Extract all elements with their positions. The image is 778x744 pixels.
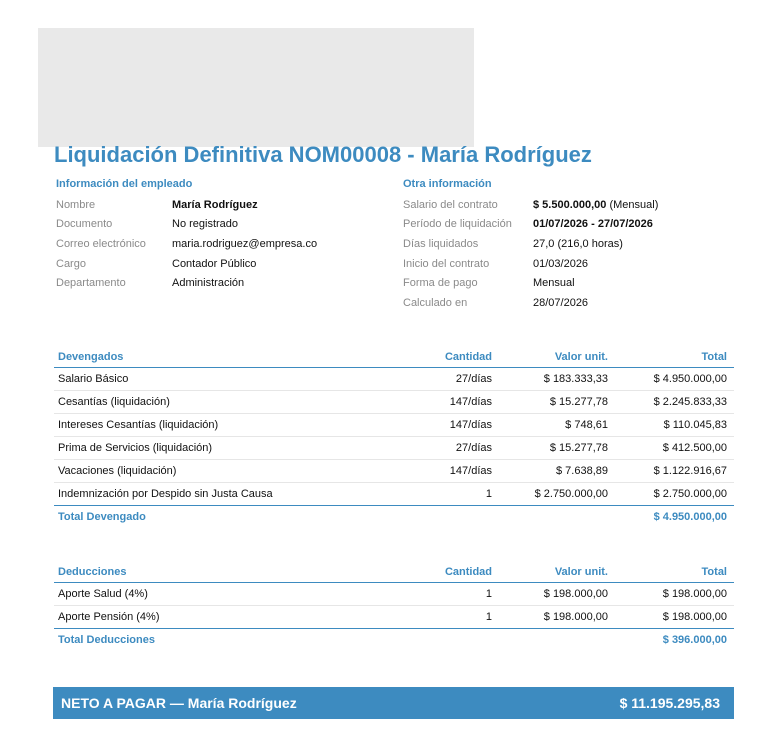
- info-row-inicio: [403, 254, 658, 274]
- cell-quantity: 27/días: [384, 368, 499, 391]
- info-label: Nombre: [56, 198, 96, 211]
- cell-concept: Vacaciones (liquidación): [54, 460, 384, 483]
- info-row-calculado: [403, 293, 658, 313]
- info-row-salario: [403, 195, 658, 215]
- cell-quantity: 27/días: [384, 437, 499, 460]
- cell-unit-value: $ 7.638,89: [499, 460, 615, 483]
- salary-period: (Mensual): [606, 198, 659, 211]
- cell-total: $ 198.000,00: [615, 583, 734, 606]
- info-label: Departamento: [56, 277, 126, 290]
- info-label: Correo electrónico: [56, 237, 146, 250]
- info-row-documento: [56, 215, 317, 235]
- info-row-nombre: [56, 195, 317, 215]
- cell-unit-value: $ 15.277,78: [499, 391, 615, 414]
- cell-total: $ 2.245.833,33: [615, 391, 734, 414]
- other-info-section: [403, 178, 658, 313]
- info-label: Inicio del contrato: [403, 257, 490, 270]
- table-header-row: [54, 346, 734, 368]
- cell-quantity: 1: [384, 606, 499, 629]
- period-value: 01/07/2026 - 27/07/2026: [533, 218, 653, 231]
- net-pay-banner: [53, 687, 734, 719]
- column-header-concept: Devengados: [54, 346, 384, 368]
- cell-concept: Prima de Servicios (liquidación): [54, 437, 384, 460]
- cell-total: $ 1.122.916,67: [615, 460, 734, 483]
- total-row: [54, 629, 734, 652]
- info-row-correo: [56, 234, 317, 254]
- company-logo-placeholder: [38, 28, 474, 147]
- table-row: [54, 368, 734, 391]
- table-row: [54, 460, 734, 483]
- other-info-heading: Otra información: [403, 178, 492, 190]
- deducciones-table: [54, 561, 734, 651]
- cell-quantity: 147/días: [384, 414, 499, 437]
- cell-quantity: 1: [384, 483, 499, 506]
- info-label: Salario del contrato: [403, 198, 498, 211]
- table-row: [54, 437, 734, 460]
- info-label: Período de liquidación: [403, 218, 512, 231]
- document-title: Liquidación Definitiva NOM00008 - María Rodríguez: [54, 142, 592, 167]
- cell-total: $ 2.750.000,00: [615, 483, 734, 506]
- cell-quantity: 147/días: [384, 391, 499, 414]
- table-row: [54, 414, 734, 437]
- total-devengado-label: Total Devengado: [58, 511, 146, 523]
- info-row-departamento: [56, 273, 317, 293]
- salary-amount: $ 5.500.000,00: [533, 198, 607, 211]
- document-value: No registrado: [172, 218, 239, 231]
- calculated-date-value: 28/07/2026: [533, 296, 589, 309]
- employee-info-heading: Información del empleado: [56, 178, 193, 190]
- cell-concept: Salario Básico: [54, 368, 384, 391]
- info-row-dias: [403, 234, 658, 254]
- devengados-table: [54, 346, 734, 528]
- info-row-forma-pago: [403, 273, 658, 293]
- total-row: [54, 506, 734, 529]
- info-label: Días liquidados: [403, 237, 479, 250]
- cell-unit-value: $ 198.000,00: [499, 583, 615, 606]
- net-pay-value: $ 11.195.295,83: [619, 695, 720, 711]
- column-header-total: Total: [615, 346, 734, 368]
- table-row: [54, 583, 734, 606]
- info-row-cargo: [56, 254, 317, 274]
- employee-name-value: María Rodríguez: [172, 198, 258, 211]
- cell-total: $ 110.045,83: [615, 414, 734, 437]
- cell-quantity: 147/días: [384, 460, 499, 483]
- cell-quantity: 1: [384, 583, 499, 606]
- info-label: Forma de pago: [403, 277, 478, 290]
- position-value: Contador Público: [172, 257, 257, 270]
- table-row: [54, 391, 734, 414]
- column-header-unit-value: Valor unit.: [499, 346, 615, 368]
- net-pay-label: NETO A PAGAR — María Rodríguez: [61, 695, 297, 711]
- cell-unit-value: $ 2.750.000,00: [499, 483, 615, 506]
- salary-value: [533, 199, 658, 211]
- employee-info-section: [56, 178, 317, 293]
- table-row: [54, 606, 734, 629]
- cell-unit-value: $ 198.000,00: [499, 606, 615, 629]
- cell-concept: Indemnización por Despido sin Justa Causa: [54, 483, 384, 506]
- column-header-concept: Deducciones: [54, 561, 384, 583]
- cell-concept: Intereses Cesantías (liquidación): [54, 414, 384, 437]
- payment-form-value: Mensual: [533, 277, 575, 290]
- column-header-quantity: Cantidad: [384, 346, 499, 368]
- cell-unit-value: $ 748,61: [499, 414, 615, 437]
- days-value: 27,0 (216,0 horas): [533, 237, 623, 250]
- column-header-quantity: Cantidad: [384, 561, 499, 583]
- cell-concept: Cesantías (liquidación): [54, 391, 384, 414]
- cell-unit-value: $ 15.277,78: [499, 437, 615, 460]
- column-header-total: Total: [615, 561, 734, 583]
- start-date-value: 01/03/2026: [533, 257, 589, 270]
- cell-total: $ 198.000,00: [615, 606, 734, 629]
- cell-total: $ 4.950.000,00: [615, 368, 734, 391]
- info-label: Calculado en: [403, 296, 468, 309]
- table-row: [54, 483, 734, 506]
- info-label: Cargo: [56, 257, 86, 270]
- total-deducciones-value: $ 396.000,00: [662, 634, 727, 646]
- email-value: maria.rodriguez@empresa.co: [172, 237, 318, 250]
- total-devengado-value: $ 4.950.000,00: [653, 511, 727, 523]
- cell-total: $ 412.500,00: [615, 437, 734, 460]
- info-row-periodo: [403, 215, 658, 235]
- table-header-row: [54, 561, 734, 583]
- info-label: Documento: [56, 218, 113, 231]
- cell-concept: Aporte Salud (4%): [54, 583, 384, 606]
- total-deducciones-label: Total Deducciones: [58, 634, 155, 646]
- column-header-unit-value: Valor unit.: [499, 561, 615, 583]
- cell-concept: Aporte Pensión (4%): [54, 606, 384, 629]
- department-value: Administración: [172, 277, 245, 290]
- cell-unit-value: $ 183.333,33: [499, 368, 615, 391]
